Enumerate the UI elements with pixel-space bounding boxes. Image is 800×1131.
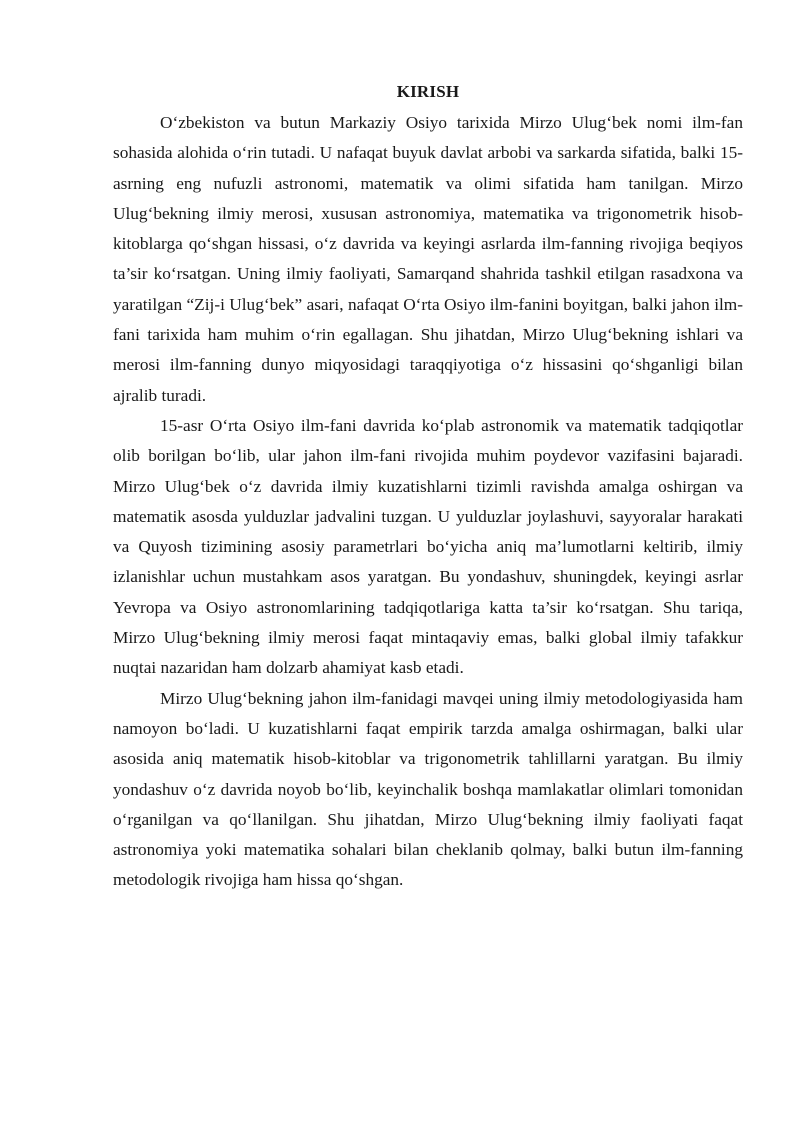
paragraph-1: O‘zbekiston va butun Markaziy Osiyo tarixida Mirzo Ulug‘bek nomi ilm-fan sohasida alohida o‘rin tutadi. U nafaqat buyuk davlat arbobi va sarkarda sifatida, balki 15-asrning eng nufuzli astronomi, matematik va olimi sifatida ham tanilgan. Mirzo Ulug‘bekning ilmiy merosi, xususan astronomiya, matematika va trigonometrik hisob-kitoblarga qo‘shgan hissasi, o‘z davrida va keyingi asrlarda ilm-fanning rivojiga beqiyos ta’sir ko‘rsatgan. Uning ilmiy faoliyati, Samarqand shahrida tashkil etilgan rasadxona va yaratilgan “Zij-i Ulug‘bek” asari, nafaqat O‘rta Osiyo ilm-fanini boyitgan, balki jahon ilm-fani tarixida ham muhim o‘rin egallagan. Shu jihatdan, Mirzo Ulug‘bekning ishlari va merosi ilm-fanning dunyo miqyosidagi taraqqiyotiga o‘z hissasini qo‘shganligi bilan ajralib turadi.: [113, 113, 743, 405]
page-title: KIRISH: [396, 82, 460, 101]
document-body: [113, 77, 743, 896]
paragraph-2: 15-asr O‘rta Osiyo ilm-fani davrida ko‘plab astronomik va matematik tadqiqotlar olib borilgan bo‘lib, ular jahon ilm-fani rivojida muhim poydevor vazifasini bajaradi. Mirzo Ulug‘bek o‘z davrida ilmiy kuzatishlarni tizimli ravishda amalga oshirgan va matematik asosda yulduzlar jadvalini tuzgan. U yulduzlar joylashuvi, sayyoralar harakati va Quyosh tizimining asosiy parametrlari bo‘yicha aniq ma’lumotlarni keltirib, ilmiy izlanishlar uchun mustahkam asos yaratgan. Bu yondashuv, shuningdek, keyingi asrlar Yevropa va Osiyo astronomlarining tadqiqotlariga katta ta’sir ko‘rsatgan. Shu tariqa, Mirzo Ulug‘bekning ilmiy merosi faqat mintaqaviy emas, balki global ilmiy tafakkur nuqtai nazaridan ham dolzarb ahamiyat kasb etadi.: [113, 415, 743, 678]
paragraph-3: Mirzo Ulug‘bekning jahon ilm-fanidagi mavqei uning ilmiy metodologiyasida ham namoyon bo‘ladi. U kuzatishlarni faqat empirik tarzda amalga oshirmagan, balki ular asosida aniq matematik hisob-kitoblar va trigonometrik tahlillarni yaratgan. Bu ilmiy yondashuv o‘z davrida noyob bo‘lib, keyinchalik boshqa mamlakatlar olimlari tomonidan o‘rganilgan va qo‘llanilgan. Shu jihatdan, Mirzo Ulug‘bekning ilmiy faoliyati faqat astronomiya yoki matematika sohalari bilan cheklanib qolmay, balki butun ilm-fanning metodologik rivojiga ham hissa qo‘shgan.: [113, 688, 743, 890]
